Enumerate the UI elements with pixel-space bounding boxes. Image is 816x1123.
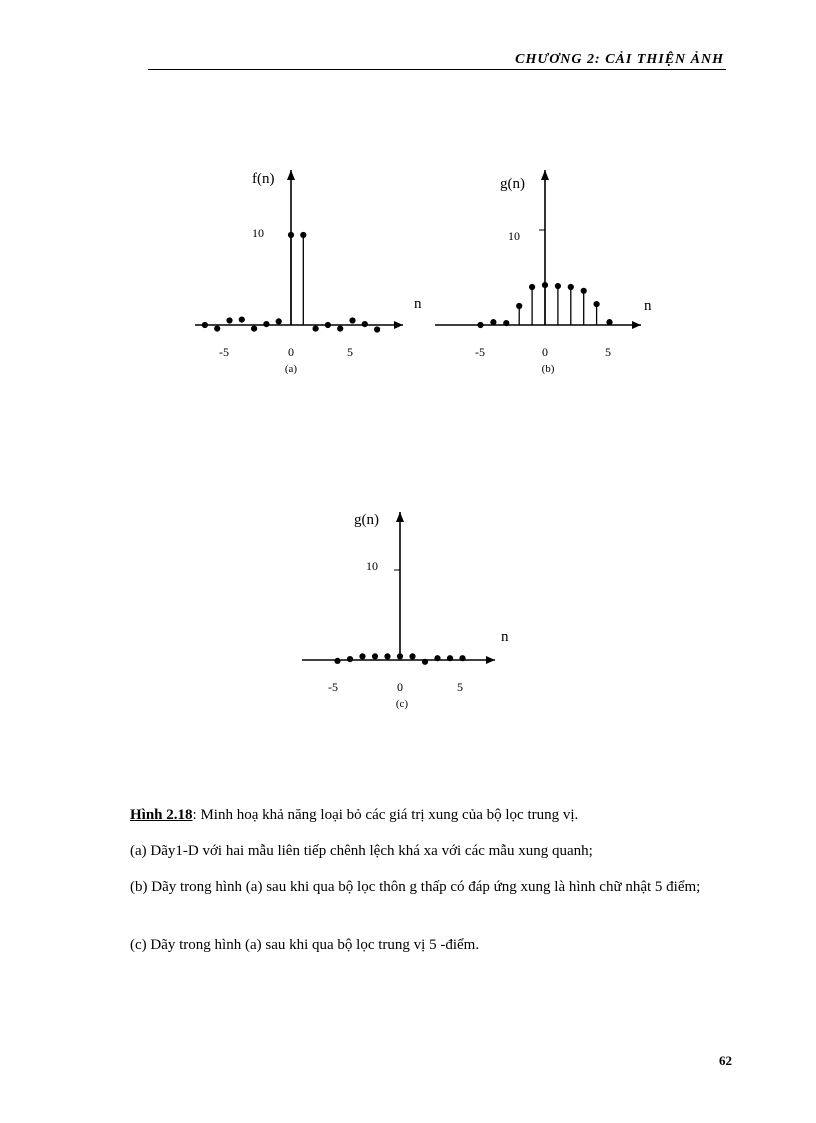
- plot-c-x-axis-arrow: [486, 656, 495, 664]
- chapter-header: CHƯƠNG 2: CẢI THIỆN ẢNH: [515, 52, 724, 67]
- plot-c-xtick-label-neg5: -5: [328, 680, 338, 694]
- plot-b-point: [606, 319, 612, 325]
- plot-b-panel-label: (b): [541, 363, 555, 375]
- plot-b-point: [503, 320, 509, 326]
- plot-c-point: [347, 656, 353, 662]
- plot-c-ylabel: g(n): [354, 512, 379, 528]
- plot-b: [430, 160, 670, 385]
- caption-line-a: (a) Dãy1-D với hai mẫu liên tiếp chênh lệch khá xa với các mẫu xung quanh;: [130, 843, 593, 859]
- figure-label: Hình 2.18: [130, 807, 193, 823]
- plot-c-ytick-label: 10: [366, 559, 378, 573]
- header-rule: [148, 69, 726, 70]
- plot-a-ylabel: f(n): [252, 171, 275, 187]
- plot-c-panel-label: (c): [395, 698, 409, 710]
- plot-b-y-axis-arrow: [541, 170, 549, 180]
- caption-line-b: (b) Dãy trong hình (a) sau khi qua bộ lọc thôn g thấp có đáp ứng xung là hình chữ nhật 5 điểm;: [130, 879, 701, 895]
- plot-a-point: [362, 321, 368, 327]
- plot-c-point: [409, 653, 415, 659]
- plot-c-point: [447, 655, 453, 661]
- plot-a-point: [263, 321, 269, 327]
- plot-a-point: [374, 326, 380, 332]
- plot-a-point: [349, 317, 355, 323]
- plot-c-point: [397, 653, 403, 659]
- plot-b-point: [555, 283, 561, 289]
- plot-c-y-axis-arrow: [396, 512, 404, 522]
- plot-b-x-axis-arrow: [632, 321, 641, 329]
- plot-b-point: [529, 284, 535, 290]
- plot-a-point: [300, 232, 306, 238]
- plot-a-point: [251, 326, 257, 332]
- figure-title: : Minh hoạ khả năng loại bỏ các giá trị xung của bộ lọc trung vị.: [192, 807, 579, 823]
- plot-b-xtick-label-0: 0: [542, 345, 548, 359]
- plot-c-point: [372, 653, 378, 659]
- plot-a-xlabel: n: [414, 296, 422, 312]
- plot-b-point: [581, 288, 587, 294]
- plot-a-y-axis-arrow: [287, 170, 295, 180]
- plot-a-point: [313, 326, 319, 332]
- plot-c: [290, 500, 530, 725]
- plot-b-point: [568, 284, 574, 290]
- plot-c-point: [359, 653, 365, 659]
- plot-b-point: [477, 322, 483, 328]
- plot-c-xtick-label-5: 5: [457, 680, 463, 694]
- plot-a-xtick-label-neg5: -5: [219, 345, 229, 359]
- plot-a-point: [214, 326, 220, 332]
- plot-a-point: [276, 318, 282, 324]
- plot-b-xlabel: n: [644, 298, 652, 314]
- page-number: 62: [719, 1053, 732, 1068]
- plot-b-xtick-label-5: 5: [605, 345, 611, 359]
- plot-b-point: [542, 282, 548, 288]
- plot-b-point: [594, 301, 600, 307]
- plot-a-xtick-label-0: 0: [288, 345, 294, 359]
- plot-a-xtick-label-5: 5: [347, 345, 353, 359]
- plot-a-point: [226, 317, 232, 323]
- plot-a-point: [325, 322, 331, 328]
- plot-a-point: [202, 322, 208, 328]
- plot-b-ylabel: g(n): [500, 176, 525, 192]
- plot-a-ytick-label: 10: [252, 226, 264, 240]
- plot-b-xtick-label-neg5: -5: [475, 345, 485, 359]
- plot-c-point: [334, 658, 340, 664]
- plot-a-point: [239, 317, 245, 323]
- plot-c-point: [422, 659, 428, 665]
- plot-c-xtick-label-0: 0: [397, 680, 403, 694]
- plot-c-xlabel: n: [501, 629, 509, 645]
- plot-c-point: [384, 653, 390, 659]
- plot-a-panel-label: (a): [284, 363, 298, 375]
- plot-a: [180, 160, 430, 385]
- plot-a-x-axis-arrow: [394, 321, 403, 329]
- plot-b-point: [516, 303, 522, 309]
- plot-b-ytick-label: 10: [508, 229, 520, 243]
- plot-a-point: [288, 232, 294, 238]
- caption-line-c: (c) Dãy trong hình (a) sau khi qua bộ lọc trung vị 5 -điểm.: [130, 937, 480, 953]
- plot-a-point: [337, 326, 343, 332]
- figure-caption: [130, 804, 750, 826]
- plot-c-point: [459, 655, 465, 661]
- plot-c-point: [434, 655, 440, 661]
- plot-b-point: [490, 319, 496, 325]
